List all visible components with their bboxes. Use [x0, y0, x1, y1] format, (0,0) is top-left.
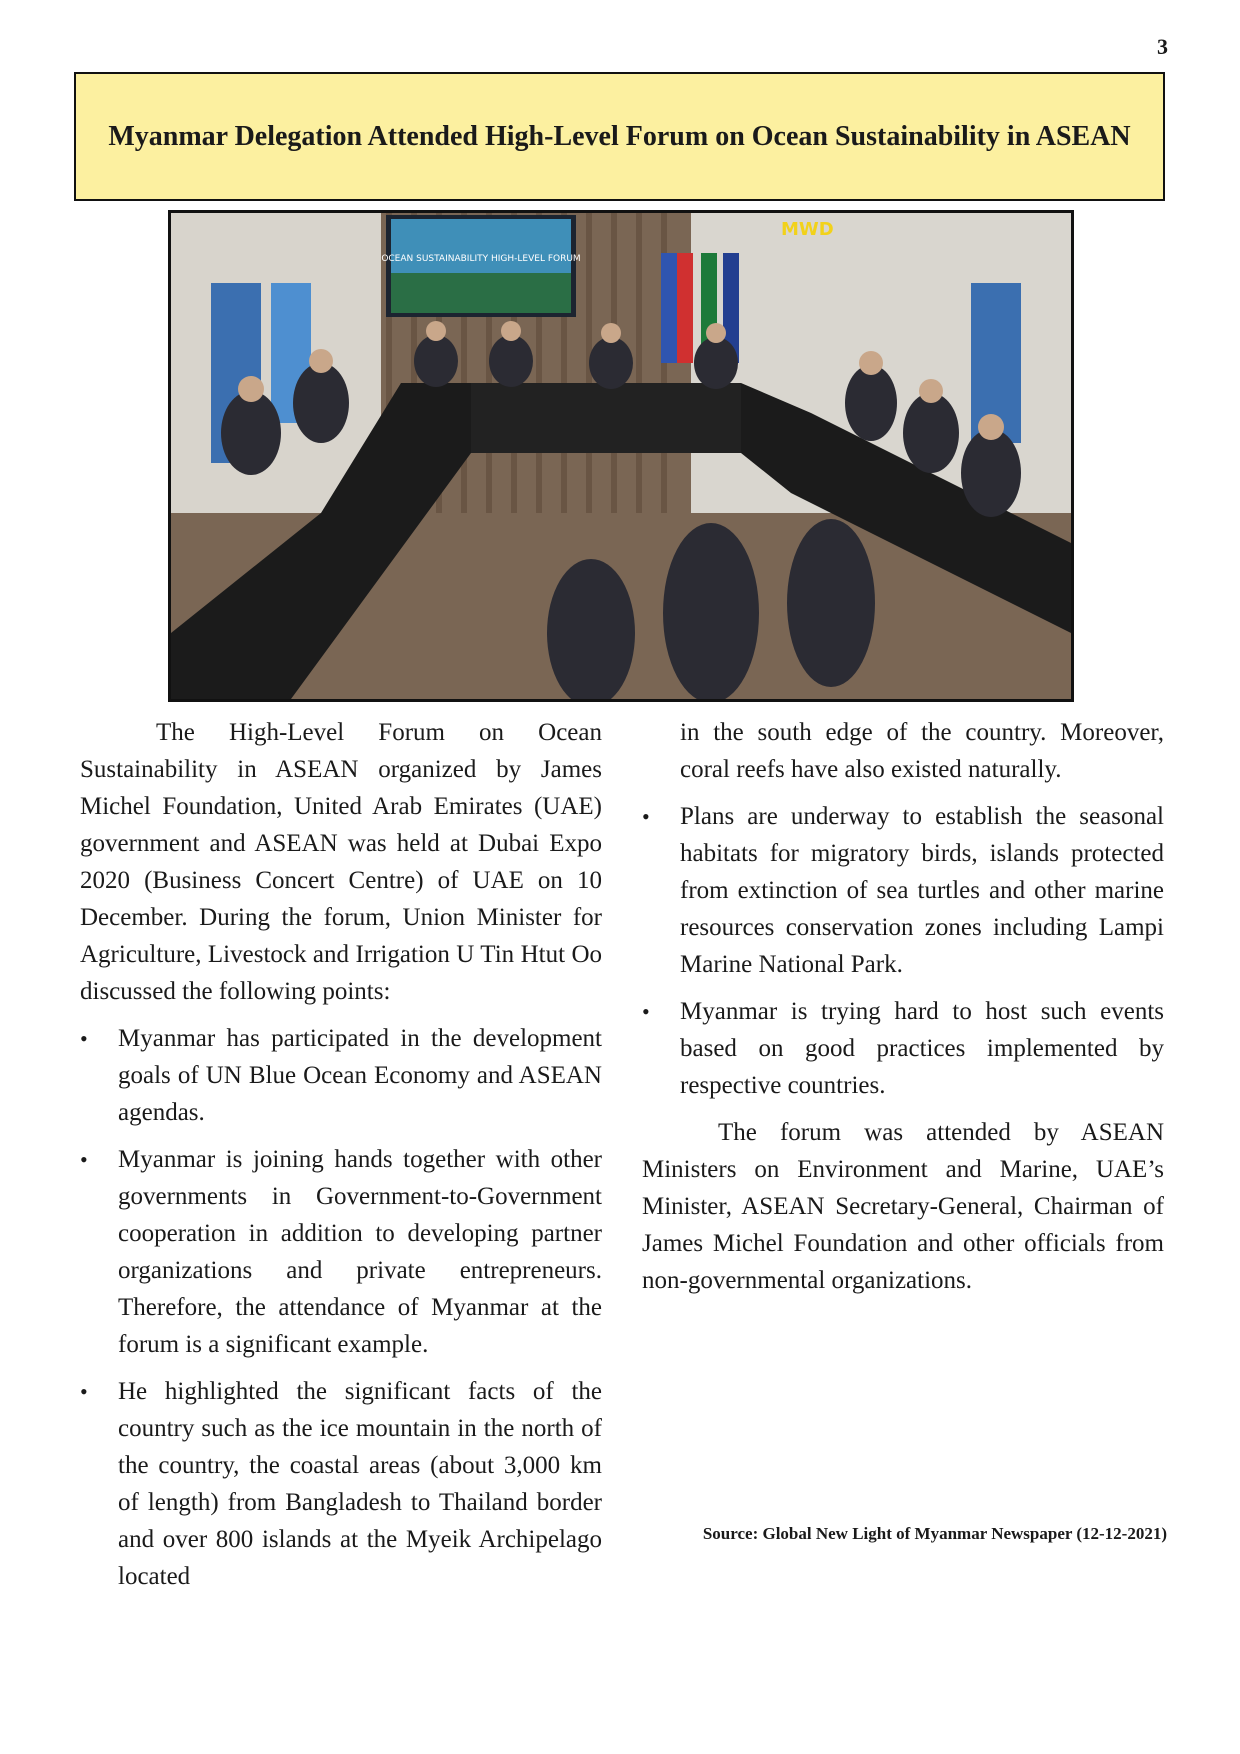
bullet-item: • Plans are underway to establish the seasonal habitats for migratory birds, islands protected from extinction of sea turtles and other marine resources conservation zones including Lampi Marine National Park. [642, 798, 1164, 983]
bullet-item: • He highlighted the significant facts of the country such as the ice mountain in the north of the country, the coastal areas (about 3,000 km of length) from Bangladesh to Thailand border and over 800 islands at the Myeik Archipelago located [80, 1373, 602, 1595]
bullet-icon: • [642, 804, 650, 829]
article-title: Myanmar Delegation Attended High-Level Forum on Ocean Sustainability in ASEAN [108, 120, 1131, 152]
forum-photo-illustration [171, 213, 1071, 699]
continued-bullet-text: in the south edge of the country. Moreover, coral reefs have also existed naturally. [680, 719, 1164, 783]
closing-paragraph: The forum was attended by ASEAN Ministers on Environment and Marine, UAE’s Minister, ASEAN Secretary-General, Chairman of James Michel Foundation and other officials from non-governmental organizations. [642, 1119, 1164, 1294]
bullet-icon: • [80, 1026, 88, 1051]
left-column [80, 714, 602, 1605]
forum-photo [168, 210, 1074, 702]
source-citation: Source: Global New Light of Myanmar Newspaper (12-12-2021) [702, 1524, 1167, 1543]
title-box [74, 72, 1165, 201]
bullet-item: • Myanmar is trying hard to host such events based on good practices implemented by respective countries. [642, 993, 1164, 1104]
photo-watermark: MWD [781, 219, 834, 240]
bullet-icon: • [80, 1147, 88, 1172]
bullet-item: • Myanmar has participated in the development goals of UN Blue Ocean Economy and ASEAN agendas. [80, 1020, 602, 1131]
left-bullet-list [80, 1020, 602, 1595]
screen-title: OCEAN SUSTAINABILITY HIGH-LEVEL FORUM [381, 254, 581, 264]
bullet-icon: • [642, 999, 650, 1024]
intro-paragraph: The High-Level Forum on Ocean Sustainability in ASEAN organized by James Michel Foundation, United Arab Emirates (UAE) government and ASEAN was held at Dubai Expo 2020 (Business Concert Centre) of UAE on 10 December. During the forum, Union Minister for Agriculture, Livestock and Irrigation U Tin Htut Oo discussed the following points: [80, 719, 602, 1005]
bullet-item: • Myanmar is joining hands together with other governments in Government-to-Government cooperation in addition to developing partner organizations and private entrepreneurs. Therefore, the attendance of Myanmar at the forum is a significant example. [80, 1141, 602, 1363]
right-column [642, 714, 1164, 1299]
bullet-icon: • [80, 1379, 88, 1404]
right-bullet-list [642, 798, 1164, 1104]
page-number: 3 [1157, 34, 1168, 59]
